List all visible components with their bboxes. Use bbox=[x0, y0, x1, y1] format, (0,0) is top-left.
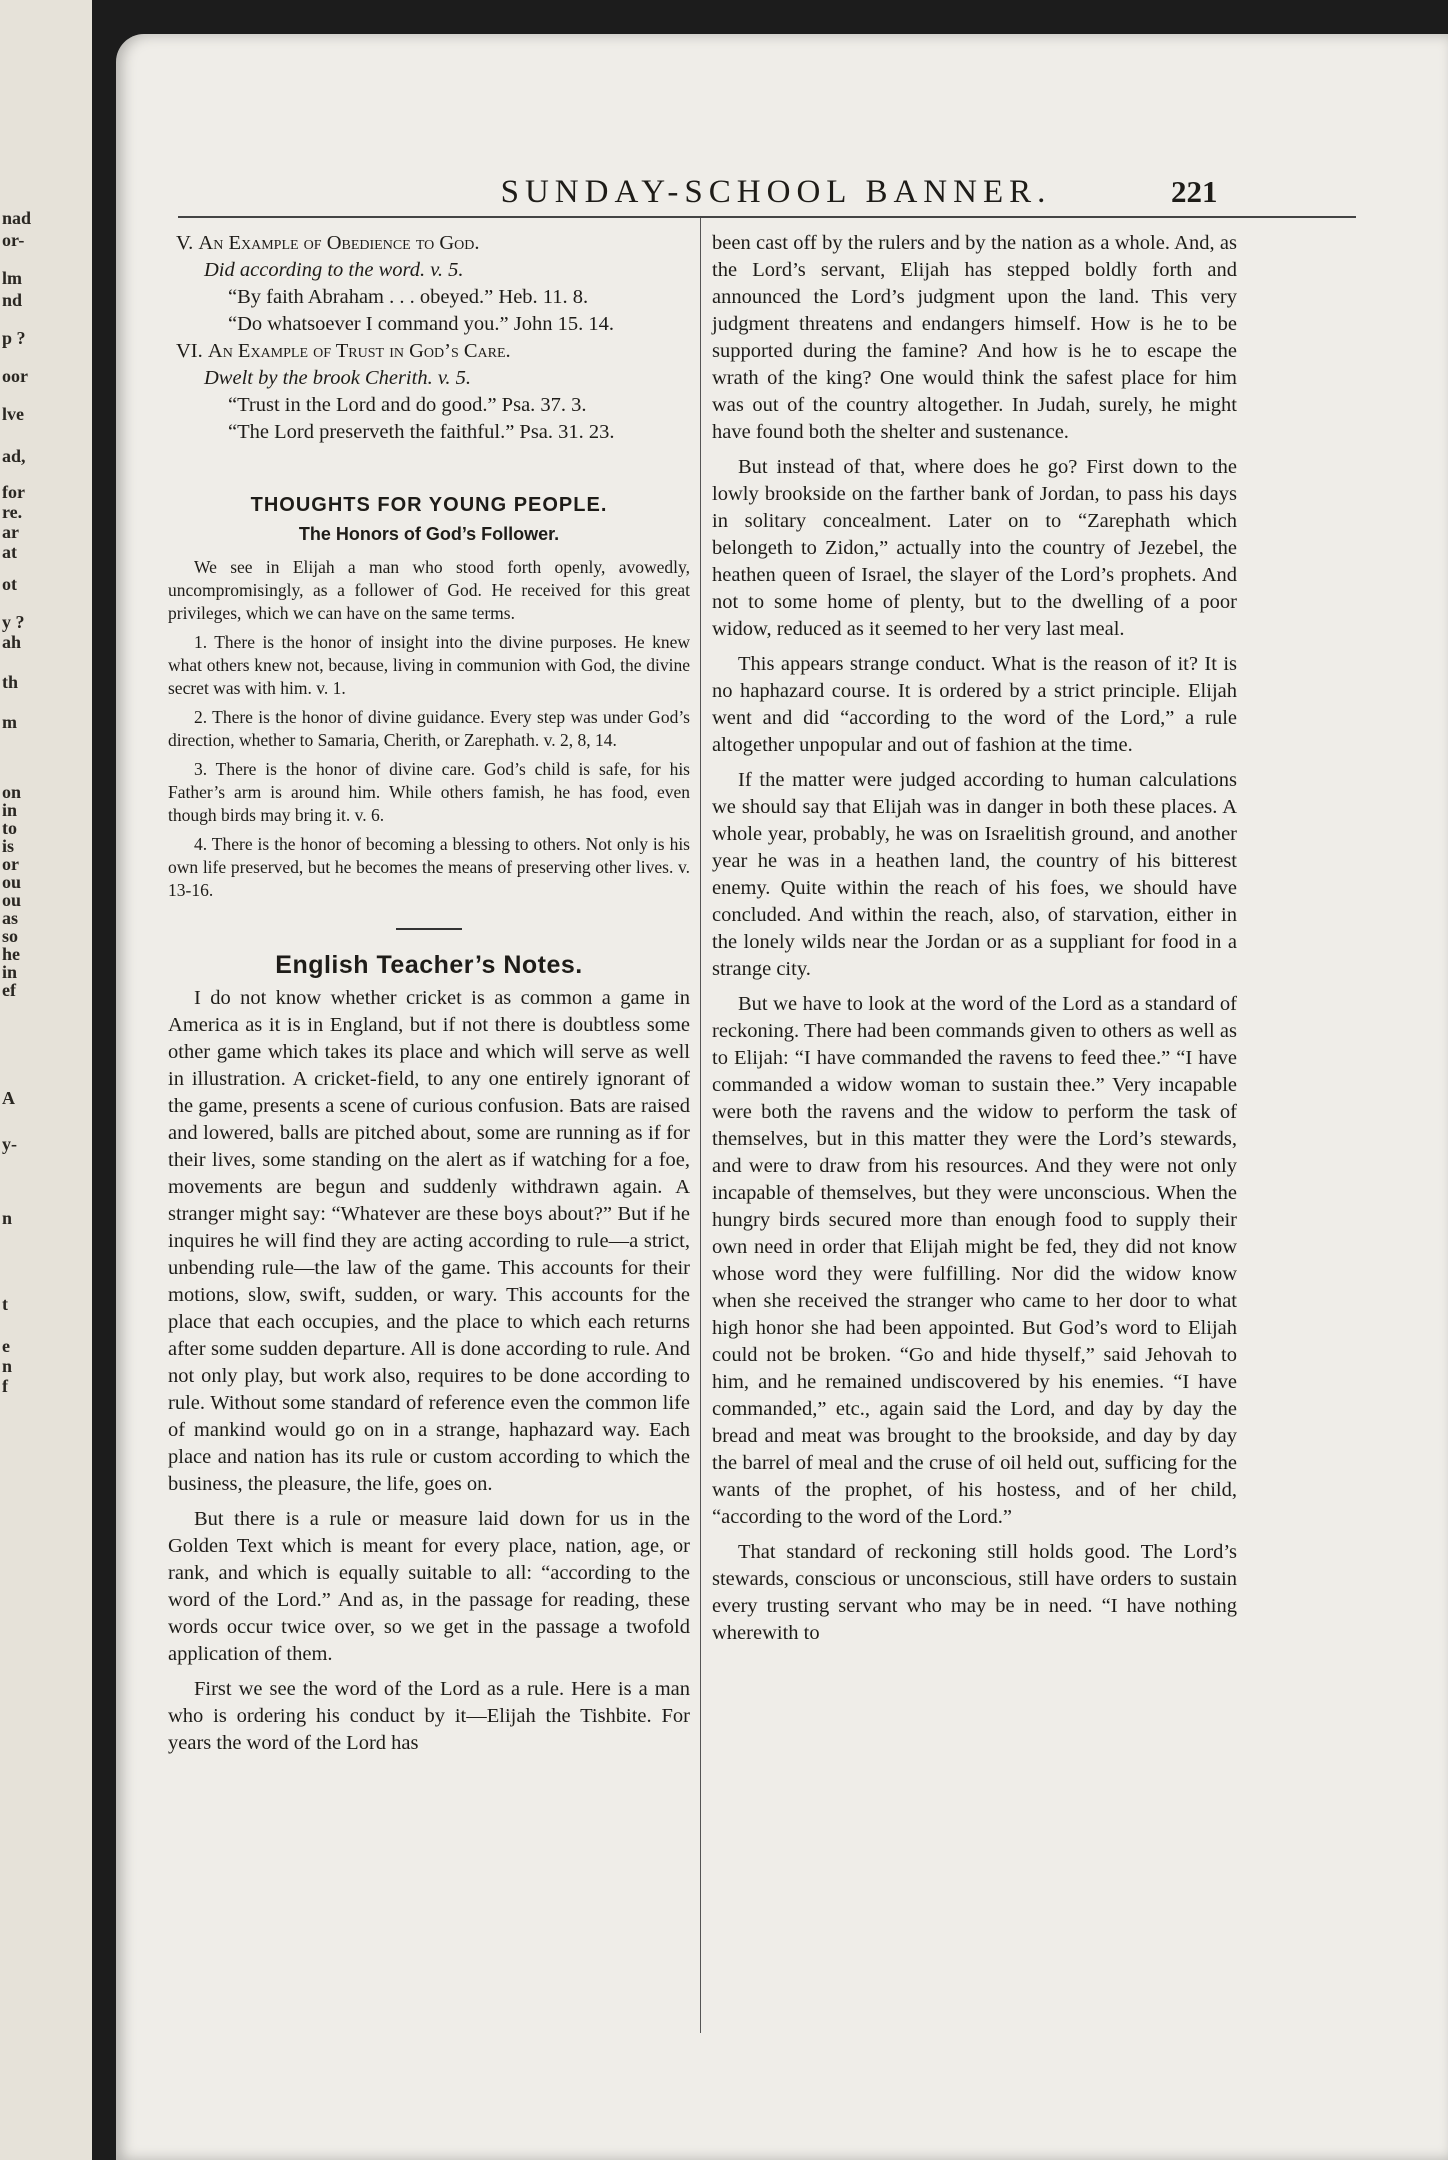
prev-page-fragment: or- bbox=[2, 230, 25, 250]
previous-page-edge bbox=[0, 0, 92, 2160]
notes-heading: English Teacher’s Notes. bbox=[275, 951, 583, 979]
thoughts-body bbox=[168, 556, 690, 902]
body-paragraph: This appears strange conduct. What is the reason of it? It is no haphazard course. It is ordered by a strict principle. Elijah went and did “according to the word of the Lord,” a rule altogether unpopular and out of fashion at the time. bbox=[712, 653, 1237, 756]
prev-page-fragment: nad bbox=[2, 208, 32, 228]
lesson-outline bbox=[168, 230, 690, 446]
prev-page-fragment: on bbox=[2, 782, 22, 802]
prev-page-fragment: ah bbox=[2, 632, 22, 652]
notes-body bbox=[168, 985, 690, 1757]
prev-page-fragment: as bbox=[2, 908, 19, 928]
prev-page-fragment: at bbox=[2, 542, 17, 562]
prev-page-fragment: to bbox=[2, 818, 17, 838]
prev-page-fragment: e bbox=[2, 1336, 10, 1356]
prev-page-fragment: A bbox=[2, 1088, 15, 1108]
prev-page-fragment: oor bbox=[2, 366, 28, 386]
thoughts-paragraph: 1. There is the honor of insight into the divine purposes. He knew what others knew not, because, living in communion with God, the divine secret was with him. v. 1. bbox=[168, 632, 690, 698]
book-page bbox=[116, 34, 1448, 2160]
notes-paragraph: First we see the word of the Lord as a rule. Here is a man who is ordering his conduct by it—Elijah the Tishbite. For years the word of the Lord has bbox=[168, 1678, 690, 1754]
prev-page-fragment: f bbox=[2, 1376, 8, 1396]
prev-page-fragment: is bbox=[2, 836, 15, 856]
thoughts-paragraph: 2. There is the honor of divine guidance. Every step was under God’s direction, whether to Samaria, Cherith, or Zarephath. v. 2, 8, 14. bbox=[168, 707, 690, 750]
body-paragraph: If the matter were judged according to human calculations we should say that Elijah was in danger in both these places. A whole year, probably, he was on Israelitish ground, and another year he was in a heathen land, the country of his bitterest enemy. Quite within the reach of his foes, we should have concluded. And within the reach, also, of starvation, either in the lonely wilds near the Jordan or as a suppliant for food in a strange city. bbox=[712, 769, 1237, 980]
outline-reference: Did according to the word. v. 5. bbox=[204, 259, 464, 281]
prev-page-fragment: ou bbox=[2, 872, 22, 892]
prev-page-fragment: he bbox=[2, 944, 20, 964]
notes-paragraph: But there is a rule or measure laid down for us in the Golden Text which is meant for every place, nation, age, or rank, and which is equally suitable to all: “according to the word of the Lord.” And as, in the passage for reading, these words occur twice over, so we get in the passage a twofold application of them. bbox=[168, 1508, 690, 1665]
prev-page-fragment: y ? bbox=[2, 612, 25, 632]
thoughts-paragraph: 4. There is the honor of becoming a blessing to others. Not only is his own life preserved, but he becomes the means of preserving other lives. v. 13-16. bbox=[168, 834, 690, 900]
outline-verse: “Do whatsoever I command you.” John 15. 14. bbox=[228, 313, 614, 335]
thoughts-heading: THOUGHTS FOR YOUNG PEOPLE. bbox=[250, 494, 608, 516]
outline-verse: “The Lord preserveth the faithful.” Psa. 31. 23. bbox=[228, 421, 615, 443]
outline-verse: “Trust in the Lord and do good.” Psa. 37. 3. bbox=[228, 394, 587, 416]
prev-page-fragment: p ? bbox=[2, 328, 26, 348]
prev-page-fragment: nd bbox=[2, 290, 23, 310]
body-paragraph: But we have to look at the word of the Lord as a standard of reckoning. There had been commands given to others as well as to Elijah: “I have commanded the ravens to feed thee.” “I have commanded a widow woman to sustain thee.” Very incapable were both the ravens and the widow to perform the task of themselves, but in this matter they were the Lord’s stewards, and were to draw from his resources. And they were not only incapable of themselves, but they were unconscious. When the hungry birds secured more than enough food to supply their own need in order that Elijah might be fed, they did not know whose word they were fulfilling. Nor did the widow know when she received the stranger who came to her door to what high honor she had been appointed. But God’s word to Elijah could not be broken. “Go and hide thyself,” said Jehovah to him, and he remained undiscovered by his enemies. “I have commanded,” etc., again said the Lord, and day by day the bread and meat was brought to the brookside, and day by day the barrel of meal and the cruse of oil held out, sufficing for the wants of the prophet, of his hostess, and of her child, “according to the word of the Lord.” bbox=[712, 993, 1237, 1528]
prev-page-fragment: lve bbox=[2, 404, 24, 424]
page-number: 221 bbox=[1171, 174, 1218, 209]
prev-page-fragment: lm bbox=[2, 268, 22, 288]
body-paragraph: been cast off by the rulers and by the nation as a whole. And, as the Lord’s servant, Elijah has stepped boldly forth and announced the Lord’s judgment upon the land. This very judgment threatens and endangers himself. How is he to be supported during the famine? And how is he to escape the wrath of the king? One would think the safest place for him was out of the country altogether. In Judah, surely, he might have found both the shelter and sustenance. bbox=[712, 232, 1237, 443]
outline-reference: Dwelt by the brook Cherith. v. 5. bbox=[204, 367, 472, 389]
page-header bbox=[116, 134, 1448, 210]
prev-page-fragment: for bbox=[2, 482, 25, 502]
notes-paragraph: I do not know whether cricket is as common a game in America as it is in England, but if not there is doubtless some other game which takes its place and which will serve as well in illustration. A cricket-field, to any one entirely ignorant of the game, presents a scene of curious confusion. Bats are raised and lowered, balls are pitched about, some are running as if for their lives, some standing on the alert as if watching for a foe, movements are begun and suddenly withdrawn again. A stranger might say: “Whatever are these boys about?” But if he inquires he will find they are acting according to rule—a strict, unbending rule—the law of the game. This accounts for their motions, slow, swift, sudden, or wary. This accounts for the place that each occupies, and the place to which each returns after some sudden departure. All is done according to rule. And not only play, but work also, requires to be done according to rule. Without some standard of reference even the common life of mankind would go on in a strange, haphazard way. Each place and nation has its rule or custom according to which the business, the pleasure, the life, goes on. bbox=[168, 987, 690, 1495]
column-rule bbox=[700, 218, 701, 2033]
body-paragraph: But instead of that, where does he go? First down to the lowly brookside on the farther bank of Jordan, to pass his days in solitary concealment. Later on to “Zarephath which belongeth to Zidon,” actually into the country of Jezebel, the heathen queen of Israel, the slayer of the Lord’s prophets. And not to some home of plenty, but to the dwelling of a poor widow, reduced as it seemed to her very last meal. bbox=[712, 456, 1237, 640]
prev-page-fragment: n bbox=[2, 1208, 13, 1228]
prev-page-fragment: ar bbox=[2, 522, 19, 542]
thoughts-paragraph: We see in Elijah a man who stood forth openly, avowedly, uncompromisingly, as a follower of God. He received for this great privileges, which we can have on the same terms. bbox=[168, 557, 690, 623]
prev-page-fragment: t bbox=[2, 1294, 8, 1314]
thoughts-subheading: The Honors of God’s Follower. bbox=[298, 524, 560, 544]
prev-page-fragment: th bbox=[2, 672, 19, 692]
header-rule bbox=[178, 216, 1356, 218]
outline-verse: “By faith Abraham . . . obeyed.” Heb. 11. 8. bbox=[228, 286, 589, 308]
prev-page-fragment: or bbox=[2, 854, 19, 874]
outline-heading: V. An Example of Obedience to God. bbox=[176, 232, 480, 254]
right-column bbox=[712, 230, 1237, 1655]
running-title: SUNDAY-SCHOOL BANNER. bbox=[500, 174, 1052, 210]
prev-page-fragment: n bbox=[2, 1356, 13, 1376]
left-column bbox=[168, 230, 690, 1765]
prev-page-fragment: so bbox=[2, 926, 19, 946]
outline-heading: VI. An Example of Trust in God’s Care. bbox=[176, 340, 511, 362]
body-paragraph: That standard of reckoning still holds good. The Lord’s stewards, conscious or unconscious, still have orders to sustain every trusting servant who may be in need. “I have nothing wherewith to bbox=[712, 1541, 1237, 1644]
prev-page-fragment: ad, bbox=[2, 446, 26, 466]
thoughts-paragraph: 3. There is the honor of divine care. God’s child is safe, for his Father’s arm is around him. While others famish, he has food, even though birds may bring it. v. 6. bbox=[168, 759, 690, 825]
section-divider bbox=[396, 928, 462, 930]
prev-page-fragment: ef bbox=[2, 980, 16, 1000]
prev-page-fragment: re. bbox=[2, 502, 23, 522]
prev-page-fragment: ot bbox=[2, 574, 17, 594]
prev-page-fragment: y- bbox=[2, 1134, 17, 1154]
prev-page-fragment: m bbox=[2, 712, 17, 732]
prev-page-fragment: in bbox=[2, 962, 18, 982]
prev-page-fragment: ou bbox=[2, 890, 22, 910]
prev-page-fragment: in bbox=[2, 800, 18, 820]
